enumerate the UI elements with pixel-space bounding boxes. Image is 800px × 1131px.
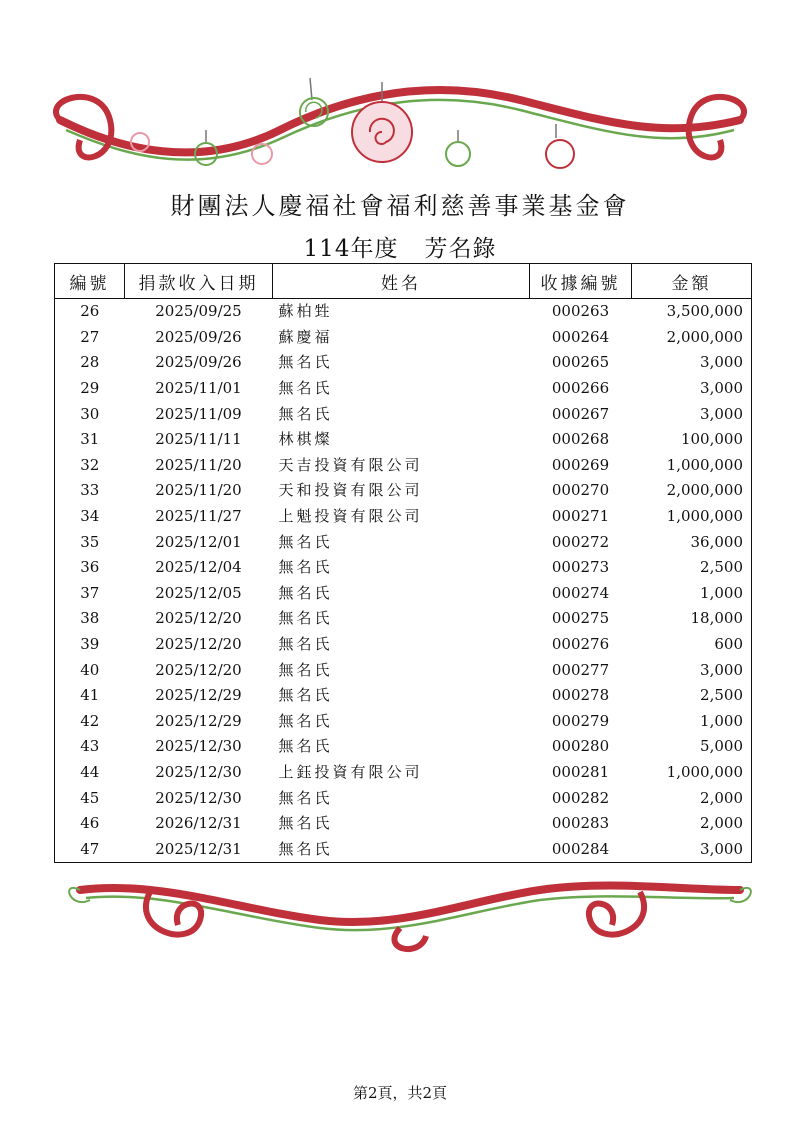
- table-row: [55, 836, 752, 862]
- table-row: [55, 350, 752, 376]
- donation-date: 2025/11/11: [155, 430, 242, 449]
- row-number: 29: [55, 376, 125, 402]
- donor-name: 無名氏: [278, 379, 333, 398]
- donor-name: 無名氏: [278, 660, 333, 679]
- table-row: [55, 709, 752, 735]
- donation-amount: 3,000: [632, 836, 752, 862]
- donor-name: 天和投資有限公司: [278, 481, 423, 500]
- row-number: 41: [55, 683, 125, 709]
- donation-amount: 1,000,000: [632, 504, 752, 530]
- receipt-number: 000281: [551, 762, 610, 781]
- donation-date: 2025/09/25: [155, 302, 242, 321]
- donor-name: 蘇慶福: [278, 327, 333, 346]
- donation-amount: 1,000: [632, 581, 752, 607]
- donor-name: 無名氏: [278, 788, 333, 807]
- row-number: 40: [55, 657, 125, 683]
- receipt-number: 000280: [551, 737, 610, 756]
- page-number: 第2頁，共2頁: [352, 1084, 448, 1102]
- donor-name: 無名氏: [278, 686, 333, 705]
- donation-date: 2025/12/31: [125, 836, 273, 862]
- donation-date: 2025/12/29: [155, 686, 242, 705]
- table-row: [55, 632, 752, 658]
- table-row: [55, 504, 752, 530]
- receipt-number: 000268: [551, 430, 610, 449]
- receipt-number: 000275: [551, 609, 610, 628]
- donor-name: 無名氏: [278, 711, 333, 730]
- row-number: 30: [55, 401, 125, 427]
- table-row: [55, 478, 752, 504]
- donation-date: 2025/11/27: [155, 507, 242, 526]
- table-row: [55, 657, 752, 683]
- receipt-number: 000272: [551, 532, 610, 551]
- table-row: [55, 581, 752, 607]
- document-subtitle: [0, 230, 800, 263]
- donation-amount: 3,500,000: [632, 299, 752, 325]
- receipt-number: 000266: [551, 379, 610, 398]
- donor-name: 無名氏: [278, 583, 333, 602]
- column-header-date: 捐款收入日期: [125, 264, 273, 299]
- donation-amount: 1,000: [632, 709, 752, 735]
- donation-date: 2025/11/01: [155, 379, 242, 398]
- donation-date: 2025/11/09: [155, 404, 242, 423]
- top-ribbon-ornament-decoration: [0, 60, 800, 190]
- receipt-number: 000278: [551, 686, 610, 705]
- receipt-number: 000265: [551, 353, 610, 372]
- receipt-number: 000273: [551, 558, 610, 577]
- row-number: 34: [55, 504, 125, 530]
- donation-date: 2025/12/05: [155, 583, 242, 602]
- donation-amount: 600: [632, 632, 752, 658]
- receipt-number: 000283: [551, 814, 610, 833]
- column-header-name: 姓名: [273, 264, 530, 299]
- receipt-number: 000263: [551, 302, 610, 321]
- table-row: [55, 401, 752, 427]
- donation-date: 2025/12/20: [155, 609, 242, 628]
- row-number: 28: [55, 350, 125, 376]
- donation-amount: 1,000,000: [632, 453, 752, 479]
- table-row: [55, 453, 752, 479]
- donation-date: 2025/09/26: [155, 327, 242, 346]
- donation-date: 2025/12/20: [155, 635, 242, 654]
- donation-amount: 2,000: [632, 785, 752, 811]
- table-row: [55, 376, 752, 402]
- donor-name: 無名氏: [278, 558, 333, 577]
- table-row: [55, 427, 752, 453]
- donation-amount: 3,000: [632, 350, 752, 376]
- table-row: [55, 325, 752, 351]
- donation-amount: 3,000: [632, 376, 752, 402]
- table-row: [55, 683, 752, 709]
- donation-amount: 1,000,000: [632, 760, 752, 786]
- table-row: [55, 606, 752, 632]
- donation-date: 2025/12/04: [155, 558, 242, 577]
- donor-name: 無名氏: [278, 609, 333, 628]
- bottom-ribbon-decoration: [0, 870, 800, 960]
- receipt-number: 000282: [551, 788, 610, 807]
- donation-date: 2025/11/20: [155, 455, 242, 474]
- donation-date: 2025/09/26: [155, 353, 242, 372]
- column-header-amount: 金額: [632, 264, 752, 299]
- table-row: [55, 555, 752, 581]
- receipt-number: 000269: [551, 455, 610, 474]
- table-row: [55, 785, 752, 811]
- receipt-number: 000277: [551, 660, 610, 679]
- row-number: 42: [55, 709, 125, 735]
- receipt-number: 000276: [551, 635, 610, 654]
- row-number: 32: [55, 453, 125, 479]
- receipt-number: 000274: [551, 583, 610, 602]
- donation-amount: 2,500: [632, 683, 752, 709]
- receipt-number: 000267: [551, 404, 610, 423]
- donor-name: 無名氏: [278, 532, 333, 551]
- donor-name: 無名氏: [278, 353, 333, 372]
- row-number: 39: [55, 632, 125, 658]
- table-row: [55, 760, 752, 786]
- row-number: 45: [55, 785, 125, 811]
- row-number: 36: [55, 555, 125, 581]
- table-row: [55, 529, 752, 555]
- donor-name: 無名氏: [278, 737, 333, 756]
- row-number: 38: [55, 606, 125, 632]
- donation-amount: 2,000: [632, 811, 752, 837]
- year-label: 114年度: [303, 236, 399, 262]
- row-number: 35: [55, 529, 125, 555]
- donation-date: 2025/12/30: [155, 788, 242, 807]
- donor-name: 無名氏: [278, 814, 333, 833]
- donation-amount: 3,000: [632, 401, 752, 427]
- row-number: 33: [55, 478, 125, 504]
- donation-amount: 100,000: [632, 427, 752, 453]
- donor-name: 上魁投資有限公司: [278, 507, 423, 526]
- organization-name: 財團法人慶福社會福利慈善事業基金會: [170, 192, 630, 220]
- donation-date: 2025/11/20: [155, 481, 242, 500]
- donation-date: 2025/12/29: [155, 711, 242, 730]
- donor-name: 天吉投資有限公司: [278, 455, 423, 474]
- list-title: 芳名錄: [424, 236, 497, 262]
- donor-name: 林棋燦: [278, 430, 333, 449]
- donation-amount: 2,500: [632, 555, 752, 581]
- receipt-number: 000271: [551, 507, 610, 526]
- donation-date: 2025/12/01: [155, 532, 242, 551]
- table-row: [55, 734, 752, 760]
- receipt-number: 000284: [530, 836, 632, 862]
- row-number: 44: [55, 760, 125, 786]
- column-header-receipt: 收據編號: [530, 264, 632, 299]
- table-row: [55, 299, 752, 325]
- donation-date: 2025/12/20: [155, 660, 242, 679]
- row-number: 37: [55, 581, 125, 607]
- donor-name: 蘇柏甡: [278, 302, 333, 321]
- receipt-number: 000270: [551, 481, 610, 500]
- donation-date: 2026/12/31: [155, 814, 242, 833]
- donation-amount: 2,000,000: [632, 478, 752, 504]
- row-number: 31: [55, 427, 125, 453]
- receipt-number: 000279: [551, 711, 610, 730]
- donor-name: 無名氏: [278, 635, 333, 654]
- row-number: 47: [55, 836, 125, 862]
- row-number: 26: [55, 299, 125, 325]
- row-number: 43: [55, 734, 125, 760]
- donation-amount: 18,000: [632, 606, 752, 632]
- donation-date: 2025/12/30: [155, 737, 242, 756]
- donation-amount: 2,000,000: [632, 325, 752, 351]
- donation-date: 2025/12/30: [155, 762, 242, 781]
- row-number: 46: [55, 811, 125, 837]
- donation-amount: 36,000: [632, 529, 752, 555]
- donor-table-body: [55, 299, 752, 863]
- donation-amount: 3,000: [632, 657, 752, 683]
- row-number: 27: [55, 325, 125, 351]
- donor-name: 無名氏: [273, 836, 530, 862]
- receipt-number: 000264: [551, 327, 610, 346]
- column-header-number: 編號: [55, 264, 125, 299]
- donation-amount: 5,000: [632, 734, 752, 760]
- donor-name: 上鈺投資有限公司: [278, 762, 423, 781]
- donor-table: [54, 263, 752, 863]
- table-row: [55, 811, 752, 837]
- table-header-row: [55, 264, 752, 299]
- donor-name: 無名氏: [278, 404, 333, 423]
